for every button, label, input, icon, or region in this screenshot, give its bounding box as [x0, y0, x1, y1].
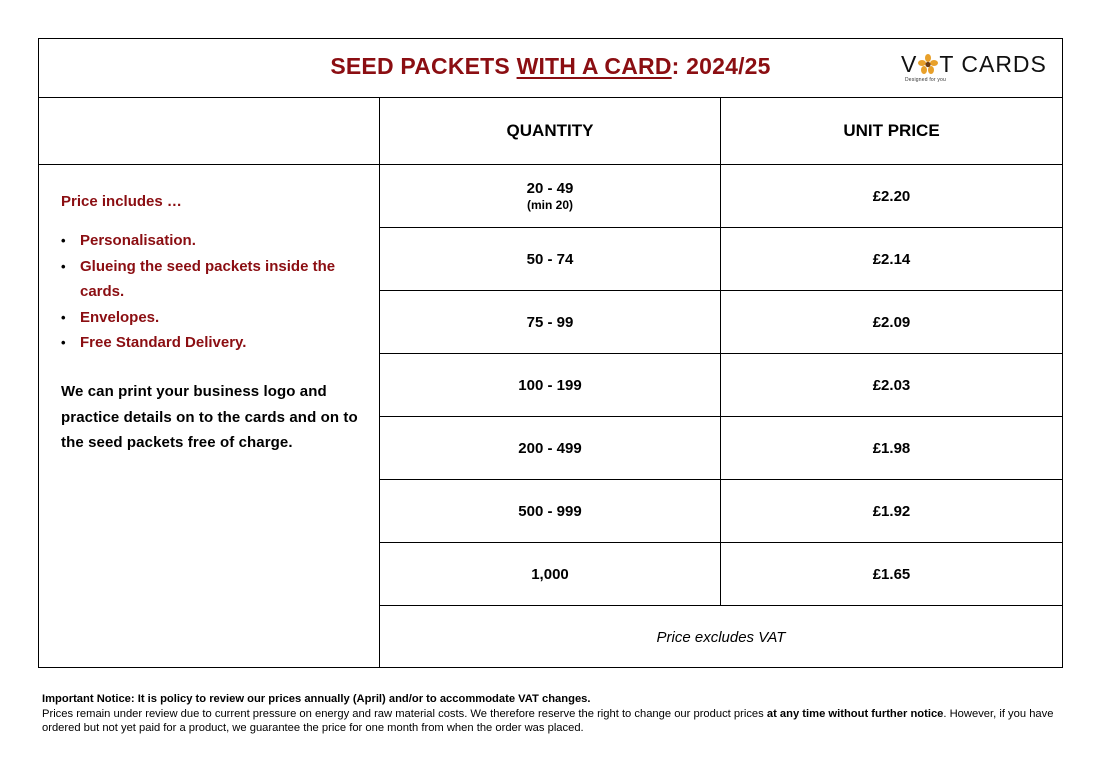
includes-list — [61, 228, 361, 356]
price-cell: £1.92 — [872, 502, 911, 520]
list-item — [61, 228, 361, 254]
includes-intro: Price includes … — [61, 193, 182, 210]
bullet-icon: • — [61, 258, 66, 274]
logo-text-v: V — [901, 51, 918, 77]
quantity-cell — [380, 165, 721, 227]
price-cell: £2.03 — [872, 376, 911, 394]
quantity-cell: 1,000 — [380, 543, 721, 605]
logo-text-cards: T CARDS — [939, 51, 1047, 77]
table-row — [380, 291, 1062, 354]
notice-heading: Important Notice: It is policy to review our prices annually (April) and/or to accommodate VAT changes. — [42, 693, 591, 705]
table-row — [380, 543, 1062, 606]
price-cell: £2.09 — [872, 313, 911, 331]
table-row — [380, 165, 1062, 228]
title-part-2: : 2024/25 — [671, 53, 771, 79]
table-row — [380, 228, 1062, 291]
include-item-text: Personalisation. — [80, 232, 196, 249]
price-table — [380, 98, 1062, 668]
quantity-cell: 50 - 74 — [380, 228, 721, 290]
include-item-text: Glueing the seed packets inside the cards. — [80, 257, 336, 300]
bullet-icon: • — [61, 233, 66, 248]
notice-text-bold: at any time without further notice — [766, 707, 944, 720]
quantity-cell: 75 - 99 — [380, 291, 721, 353]
price-sheet — [38, 38, 1063, 668]
minimum-note: (min 20) — [526, 198, 573, 212]
vat-note: Price excludes VAT — [656, 628, 786, 646]
notice-text-2: . However, if you have ordered but not yet paid for a product, we guarantee the price for one month from when the order was placed. — [42, 707, 1054, 734]
quantity-cell: 200 - 499 — [380, 417, 721, 479]
unit-price-header: UNIT PRICE — [721, 98, 1062, 165]
table-row — [380, 480, 1062, 543]
list-item — [61, 254, 361, 305]
title-underlined: WITH A CARD — [516, 53, 672, 79]
price-cell: £2.14 — [872, 250, 911, 268]
title-row — [39, 39, 1062, 98]
notice-text-1: Prices remain under review due to current pressure on energy and raw material costs. We therefore reserve the right to change our product prices — [42, 707, 767, 720]
include-item-text: Envelopes. — [80, 308, 160, 326]
print-logo-note: We can print your business logo and practice details on to the cards and on to the seed packets free of charge. — [61, 383, 358, 451]
flower-icon — [918, 54, 938, 74]
quantity-header: QUANTITY — [380, 98, 721, 165]
price-cell: £2.20 — [872, 187, 911, 205]
table-row — [380, 417, 1062, 480]
important-notice — [42, 692, 1072, 736]
quantity-value: 20 - 49 — [526, 180, 574, 197]
table-row — [380, 354, 1062, 417]
list-item — [61, 305, 361, 331]
price-cell: £1.65 — [872, 565, 911, 583]
title-part-1: SEED PACKETS — [330, 53, 517, 79]
bullet-icon: • — [61, 335, 66, 350]
price-cell: £1.98 — [872, 439, 911, 457]
list-item — [61, 330, 361, 356]
vat-cards-logo — [901, 51, 1051, 87]
logo-tagline: Designed for you — [905, 77, 947, 83]
empty-header-cell — [39, 98, 380, 165]
quantity-cell: 500 - 999 — [380, 480, 721, 542]
bullet-icon: • — [61, 309, 66, 325]
include-item-text: Free Standard Delivery. — [80, 334, 247, 351]
quantity-cell: 100 - 199 — [380, 354, 721, 416]
